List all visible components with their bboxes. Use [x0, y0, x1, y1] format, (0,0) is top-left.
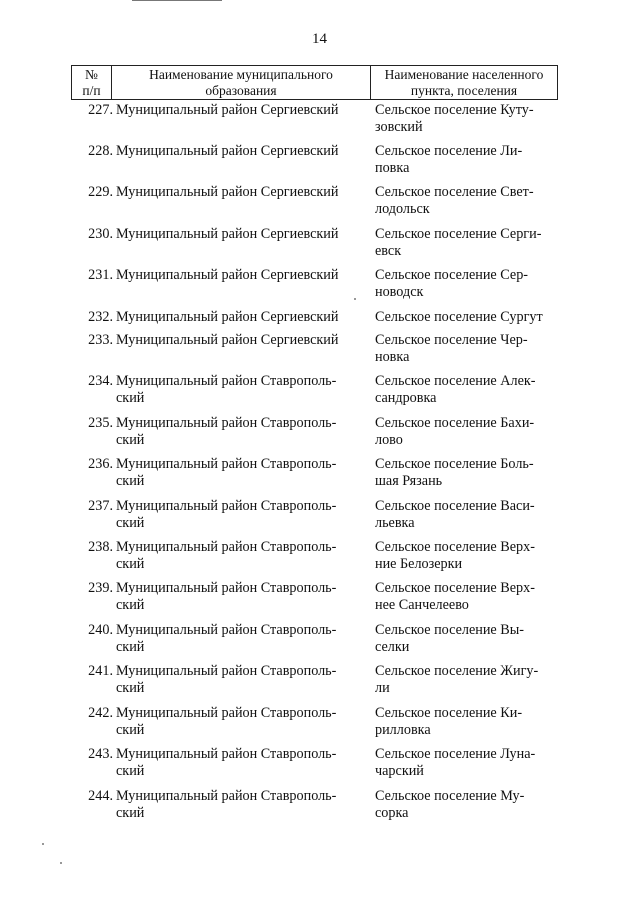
- scan-speck: [42, 843, 44, 845]
- row-number: 231.: [88, 267, 113, 283]
- row-number: 236.: [88, 456, 113, 472]
- municipality-name: [116, 184, 366, 201]
- settlement-name-line: Сельское поселение Сер-: [375, 267, 529, 283]
- settlement-name-line: Сельское поселение Серги-: [375, 226, 542, 242]
- settlement-name: [375, 788, 565, 822]
- row-number: 229.: [88, 184, 113, 200]
- settlement-name: [375, 498, 565, 532]
- row-number: 237.: [88, 498, 113, 514]
- header-number-line-2: п/п: [82, 83, 101, 98]
- row-number: 241.: [88, 663, 113, 679]
- settlement-name: [375, 267, 565, 301]
- row-number: 232.: [88, 309, 113, 325]
- settlement-name-line: Сельское поселение Верх-: [375, 539, 535, 555]
- settlement-name-line: новка: [375, 349, 410, 365]
- scan-speck: [354, 298, 356, 300]
- table-header: [71, 65, 558, 100]
- row-number: 243.: [88, 746, 113, 762]
- settlement-name-line: Сельское поселение Алек-: [375, 373, 536, 389]
- municipality-name-line: Муниципальный район Ставрополь-: [116, 456, 337, 472]
- header-municipality-line-1: Наименование муниципального: [149, 67, 333, 82]
- settlement-name-line: льевка: [375, 515, 415, 531]
- municipality-name: [116, 746, 366, 780]
- settlement-name-line: зовский: [375, 119, 423, 135]
- header-settlement-line-1: Наименование населенного: [384, 67, 544, 82]
- municipality-name-line: Муниципальный район Ставрополь-: [116, 705, 337, 721]
- municipality-name-line: Муниципальный район Ставрополь-: [116, 415, 337, 431]
- settlement-name-line: Сельское поселение Чер-: [375, 332, 528, 348]
- municipality-name-line: Муниципальный район Ставрополь-: [116, 663, 337, 679]
- municipality-name-line: ский: [116, 390, 145, 406]
- row-number: 234.: [88, 373, 113, 389]
- top-rule: [132, 0, 222, 1]
- municipality-name-line: Муниципальный район Сергиевский: [116, 267, 339, 283]
- settlement-name-line: Сельское поселение Луна-: [375, 746, 536, 762]
- settlement-name-line: лодольск: [375, 201, 430, 217]
- settlement-name-line: ние Белозерки: [375, 556, 463, 572]
- header-municipality-column: [112, 66, 371, 99]
- municipality-name-line: ский: [116, 722, 145, 738]
- settlement-name-line: чарский: [375, 763, 424, 779]
- municipality-name-line: Муниципальный район Сергиевский: [116, 332, 339, 348]
- municipality-name-line: Муниципальный район Ставрополь-: [116, 746, 337, 762]
- municipality-name: [116, 415, 366, 449]
- municipality-name-line: ский: [116, 597, 145, 613]
- settlement-name-line: Сельское поселение Свет-: [375, 184, 534, 200]
- row-number: 227.: [88, 102, 113, 118]
- municipality-name: [116, 456, 366, 490]
- municipality-name: [116, 705, 366, 739]
- municipality-name-line: Муниципальный район Сергиевский: [116, 102, 339, 118]
- settlement-name: [375, 622, 565, 656]
- settlement-name: [375, 184, 565, 218]
- row-number: 235.: [88, 415, 113, 431]
- municipality-name: [116, 226, 366, 243]
- settlement-name: [375, 456, 565, 490]
- header-number-line-1: №: [85, 67, 98, 82]
- settlement-name-line: Сельское поселение Жигу-: [375, 663, 539, 679]
- row-number: 242.: [88, 705, 113, 721]
- municipality-name-line: ский: [116, 432, 145, 448]
- scan-speck: [60, 862, 62, 864]
- settlement-name-line: Сельское поселение Сургут: [375, 309, 543, 325]
- settlement-name-line: нее Санчелеево: [375, 597, 469, 613]
- settlement-name-line: Сельское поселение Васи-: [375, 498, 535, 514]
- settlement-name-line: евск: [375, 243, 402, 259]
- settlement-name-line: Сельское поселение Му-: [375, 788, 525, 804]
- municipality-name-line: ский: [116, 763, 145, 779]
- municipality-name: [116, 373, 366, 407]
- settlement-name-line: Сельское поселение Бахи-: [375, 415, 535, 431]
- municipality-name: [116, 788, 366, 822]
- settlement-name: [375, 226, 565, 260]
- row-number: 244.: [88, 788, 113, 804]
- municipality-name: [116, 498, 366, 532]
- municipality-name-line: Муниципальный район Сергиевский: [116, 143, 339, 159]
- settlement-name-line: Сельское поселение Вы-: [375, 622, 524, 638]
- municipality-name-line: ский: [116, 805, 145, 821]
- settlement-name-line: ли: [375, 680, 390, 696]
- row-number: 230.: [88, 226, 113, 242]
- municipality-name: [116, 309, 366, 326]
- row-number: 240.: [88, 622, 113, 638]
- settlement-name: [375, 705, 565, 739]
- settlement-name: [375, 143, 565, 177]
- municipality-name-line: ский: [116, 515, 145, 531]
- header-settlement-column: [371, 66, 557, 99]
- settlement-name-line: новодск: [375, 284, 424, 300]
- row-number: 233.: [88, 332, 113, 348]
- municipality-name-line: Муниципальный район Ставрополь-: [116, 498, 337, 514]
- settlement-name: [375, 415, 565, 449]
- settlement-name: [375, 746, 565, 780]
- municipality-name: [116, 663, 366, 697]
- municipality-name-line: Муниципальный район Ставрополь-: [116, 580, 337, 596]
- settlement-name-line: сандровка: [375, 390, 437, 406]
- settlement-name: [375, 539, 565, 573]
- municipality-name-line: Муниципальный район Сергиевский: [116, 309, 339, 325]
- settlement-name-line: сорка: [375, 805, 409, 821]
- settlement-name-line: Сельское поселение Ки-: [375, 705, 523, 721]
- header-number-column: [72, 66, 112, 99]
- municipality-name-line: ский: [116, 556, 145, 572]
- municipality-name-line: Муниципальный район Ставрополь-: [116, 539, 337, 555]
- settlement-name: [375, 332, 565, 366]
- municipality-name: [116, 102, 366, 119]
- municipality-name-line: Муниципальный район Сергиевский: [116, 184, 339, 200]
- row-number: 239.: [88, 580, 113, 596]
- row-number: 238.: [88, 539, 113, 555]
- settlement-name: [375, 373, 565, 407]
- municipality-name-line: Муниципальный район Ставрополь-: [116, 622, 337, 638]
- row-number: 228.: [88, 143, 113, 159]
- municipality-name: [116, 580, 366, 614]
- municipality-name: [116, 622, 366, 656]
- settlement-name: [375, 580, 565, 614]
- municipality-name-line: Муниципальный район Ставрополь-: [116, 788, 337, 804]
- page-number: 14: [312, 31, 327, 47]
- header-municipality-line-2: образования: [205, 83, 277, 98]
- municipality-name-line: ский: [116, 473, 145, 489]
- settlement-name: [375, 102, 565, 136]
- header-settlement-line-2: пункта, поселения: [410, 83, 518, 98]
- settlement-name-line: Сельское поселение Куту-: [375, 102, 534, 118]
- settlement-name-line: лово: [375, 432, 403, 448]
- settlement-name: [375, 309, 565, 326]
- municipality-name: [116, 332, 366, 349]
- municipality-name: [116, 143, 366, 160]
- settlement-name-line: рилловка: [375, 722, 431, 738]
- settlement-name-line: селки: [375, 639, 410, 655]
- settlement-name-line: повка: [375, 160, 410, 176]
- municipality-name-line: ский: [116, 639, 145, 655]
- municipality-name-line: Муниципальный район Сергиевский: [116, 226, 339, 242]
- settlement-name-line: шая Рязань: [375, 473, 443, 489]
- settlement-name-line: Сельское поселение Боль-: [375, 456, 534, 472]
- settlement-name-line: Сельское поселение Верх-: [375, 580, 535, 596]
- settlement-name: [375, 663, 565, 697]
- settlement-name-line: Сельское поселение Ли-: [375, 143, 523, 159]
- municipality-name-line: Муниципальный район Ставрополь-: [116, 373, 337, 389]
- municipality-name: [116, 267, 366, 284]
- municipality-name-line: ский: [116, 680, 145, 696]
- municipality-name: [116, 539, 366, 573]
